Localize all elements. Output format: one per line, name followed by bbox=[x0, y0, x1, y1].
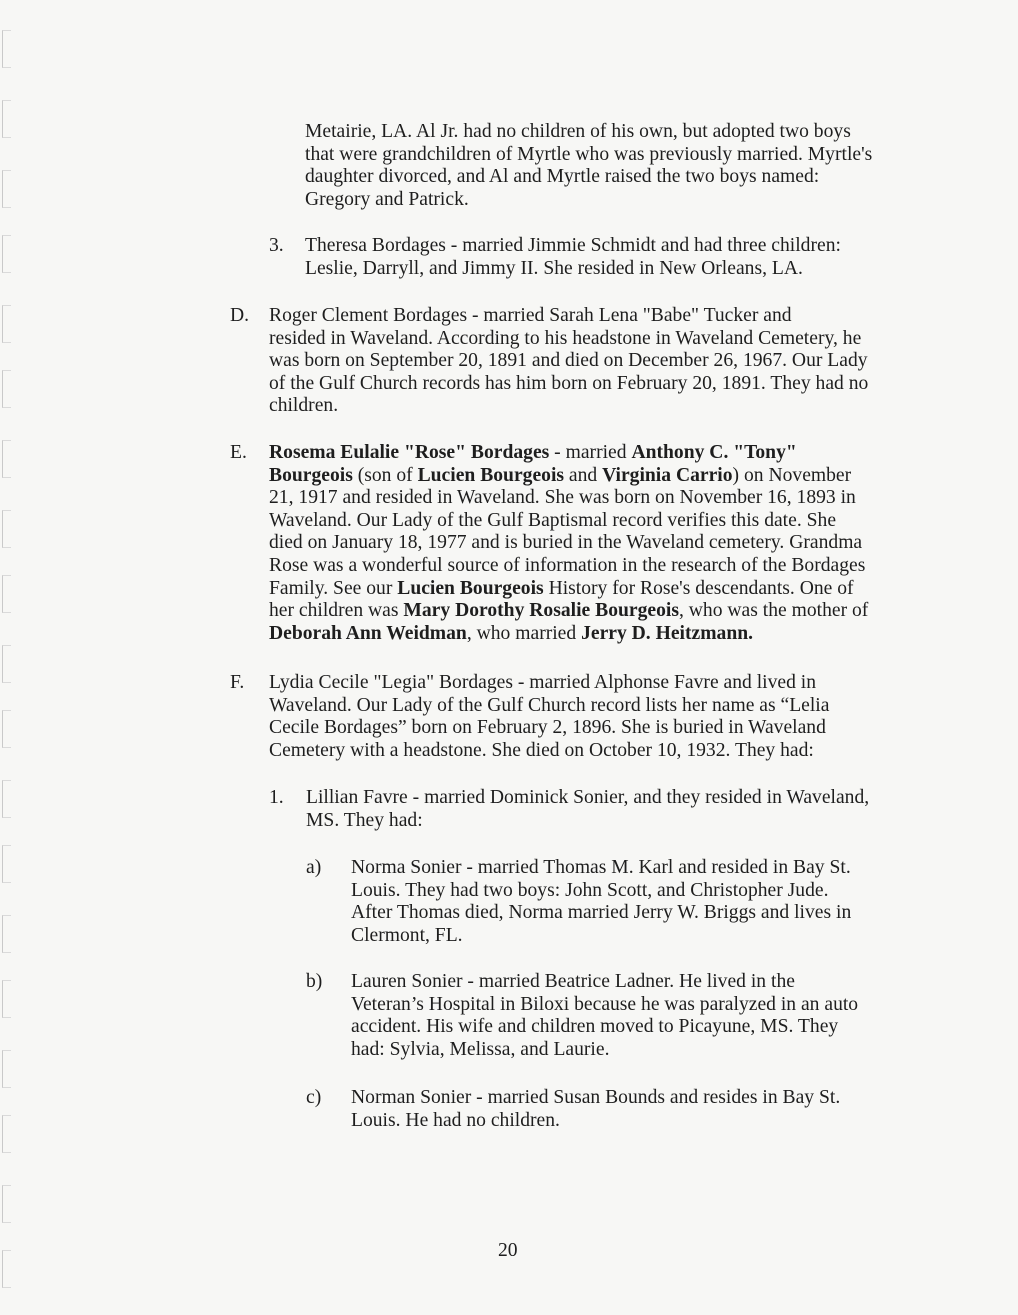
text-line: Lauren Sonier - married Beatrice Ladner. He lived in the bbox=[351, 971, 795, 992]
text-line bbox=[269, 623, 868, 646]
list-item-theresa bbox=[305, 235, 841, 280]
text-line: that were grandchildren of Myrtle who was previously married. Myrtle's bbox=[305, 143, 873, 165]
binder-hole bbox=[2, 510, 11, 548]
text-line: Louis. They had two boys: John Scott, and Christopher Jude. bbox=[351, 879, 829, 901]
person-name: Lucien Bourgeois bbox=[417, 464, 565, 486]
binder-hole bbox=[2, 305, 11, 343]
binder-hole bbox=[2, 845, 11, 883]
binder-hole bbox=[2, 1185, 11, 1223]
list-item-rosema bbox=[269, 442, 868, 645]
list-marker: 3. bbox=[269, 235, 284, 256]
binder-hole bbox=[2, 370, 11, 408]
binder-hole bbox=[2, 170, 11, 208]
binder-hole bbox=[2, 645, 11, 683]
text-line: Cemetery with a headstone. She died on October 10, 1932. They had: bbox=[269, 739, 814, 761]
text-line: Waveland. Our Lady of the Gulf Church record lists her name as “Lelia bbox=[269, 694, 830, 716]
text-run: , who was the mother of bbox=[678, 600, 869, 622]
list-item-norman bbox=[351, 1087, 840, 1132]
text-line: Roger Clement Bordages - married Sarah Lena "Babe" Tucker and bbox=[269, 305, 792, 326]
text-line: died on January 18, 1977 and is buried in the Waveland cemetery. Grandma bbox=[269, 532, 863, 554]
text-line: Clermont, FL. bbox=[351, 924, 463, 946]
list-marker: E. bbox=[230, 442, 247, 463]
text-run: Family. See our bbox=[269, 577, 398, 599]
text-line: MS. They had: bbox=[306, 809, 423, 831]
text-line: Theresa Bordages - married Jimmie Schmidt and had three children: bbox=[305, 235, 841, 256]
text-run: (son of bbox=[352, 464, 418, 486]
text-line: Lydia Cecile "Legia" Bordages - married Alphonse Favre and lived in bbox=[269, 672, 817, 693]
text-line: Leslie, Darryll, and Jimmy II. She resided in New Orleans, LA. bbox=[305, 257, 803, 279]
text-line: After Thomas died, Norma married Jerry W. Briggs and lives in bbox=[351, 902, 852, 924]
list-item-lillian bbox=[306, 787, 869, 832]
text-line: daughter divorced, and Al and Myrtle raised the two boys named: bbox=[305, 166, 820, 188]
binder-hole bbox=[2, 1250, 11, 1288]
binder-hole bbox=[2, 710, 11, 748]
list-marker: F. bbox=[230, 672, 245, 693]
text-line: Gregory and Patrick. bbox=[305, 188, 469, 210]
text-line: Metairie, LA. Al Jr. had no children of his own, but adopted two boys bbox=[305, 121, 851, 142]
person-name: Virginia Carrio bbox=[602, 464, 733, 486]
list-item-lydia bbox=[269, 672, 829, 762]
list-marker: 1. bbox=[269, 787, 284, 808]
person-name: Anthony C. "Tony" bbox=[631, 442, 797, 463]
binder-hole bbox=[2, 440, 11, 478]
text-line: had: Sylvia, Melissa, and Laurie. bbox=[351, 1038, 610, 1060]
list-marker: D. bbox=[230, 305, 250, 326]
text-line: Cecile Bordages” born on February 2, 1896. She is buried in Waveland bbox=[269, 717, 826, 739]
paragraph-continuation bbox=[305, 121, 872, 211]
binder-hole bbox=[2, 575, 11, 613]
binder-hole-strip bbox=[2, 30, 16, 1280]
list-item-norma bbox=[351, 857, 851, 947]
person-name: Mary Dorothy Rosalie Bourgeois bbox=[403, 600, 679, 622]
text-run: her children was bbox=[269, 600, 404, 622]
text-run: - married bbox=[549, 442, 632, 463]
binder-hole bbox=[2, 915, 11, 953]
text-line bbox=[269, 600, 868, 623]
text-run: History for Rose's descendants. One of bbox=[543, 577, 854, 599]
text-line: children. bbox=[269, 395, 339, 417]
list-marker: a) bbox=[306, 857, 322, 878]
text-line: Lillian Favre - married Dominick Sonier, and they resided in Waveland, bbox=[306, 787, 870, 808]
text-line: of the Gulf Church records has him born on February 20, 1891. They had no bbox=[269, 372, 869, 394]
text-line: 21, 1917 and resided in Waveland. She was born on November 16, 1893 in bbox=[269, 487, 856, 509]
text-line bbox=[269, 442, 868, 465]
text-line: Norman Sonier - married Susan Bounds and resides in Bay St. bbox=[351, 1087, 841, 1108]
text-line bbox=[269, 578, 868, 601]
page-number: 20 bbox=[498, 1240, 518, 1261]
text-run: , who married bbox=[466, 622, 582, 644]
list-item-roger bbox=[269, 305, 868, 418]
binder-hole bbox=[2, 100, 11, 138]
text-line: resided in Waveland. According to his headstone in Waveland Cemetery, he bbox=[269, 327, 862, 349]
text-run: and bbox=[564, 464, 603, 486]
text-line: Norma Sonier - married Thomas M. Karl and resided in Bay St. bbox=[351, 857, 851, 878]
list-item-lauren bbox=[351, 971, 858, 1061]
list-marker: c) bbox=[306, 1087, 322, 1108]
text-line: Louis. He had no children. bbox=[351, 1109, 560, 1131]
text-run: ) on November bbox=[732, 464, 852, 486]
text-line: Veteran’s Hospital in Biloxi because he was paralyzed in an auto bbox=[351, 993, 859, 1015]
binder-hole bbox=[2, 30, 11, 68]
binder-hole bbox=[2, 1115, 11, 1153]
binder-hole bbox=[2, 980, 11, 1018]
text-line: accident. His wife and children moved to Picayune, MS. They bbox=[351, 1016, 839, 1038]
binder-hole bbox=[2, 1050, 11, 1088]
list-marker: b) bbox=[306, 971, 323, 992]
person-name: Jerry D. Heitzmann. bbox=[581, 622, 754, 644]
text-line: was born on September 20, 1891 and died on December 26, 1967. Our Lady bbox=[269, 350, 868, 372]
text-line: Waveland. Our Lady of the Gulf Baptismal record verifies this date. She bbox=[269, 509, 837, 531]
person-name: Lucien Bourgeois bbox=[397, 577, 544, 599]
text-line bbox=[269, 465, 868, 488]
person-name: Rosema Eulalie "Rose" Bordages bbox=[269, 442, 550, 463]
binder-hole bbox=[2, 780, 11, 818]
text-line: Rose was a wonderful source of information in the research of the Bordages bbox=[269, 554, 866, 576]
binder-hole bbox=[2, 235, 11, 273]
person-name: Deborah Ann Weidman bbox=[269, 622, 467, 644]
person-name: Bourgeois bbox=[269, 464, 353, 486]
